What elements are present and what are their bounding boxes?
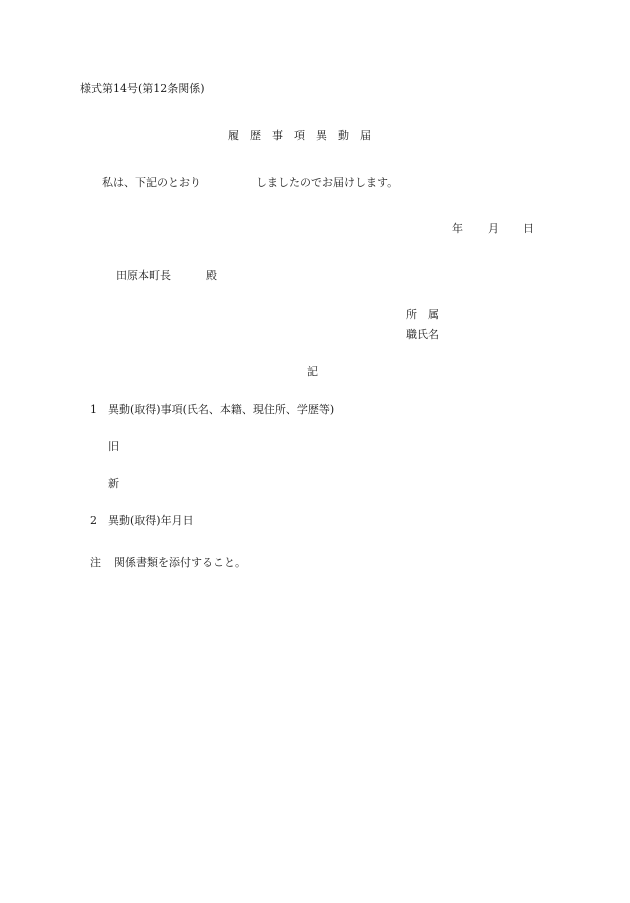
- affiliation-label: 所 属: [406, 308, 439, 321]
- declaration-text-before-blank: 私は、下記のとおり: [102, 176, 201, 189]
- note-text: 関係書類を添付すること。: [114, 556, 246, 569]
- declaration-text-after-blank: しましたのでお届けします。: [256, 176, 399, 189]
- old-label: 旧: [108, 440, 119, 453]
- ki-heading: 記: [307, 365, 318, 378]
- form-number: 様式第14号(第12条関係): [80, 82, 205, 95]
- date-year-label: 年: [452, 222, 463, 235]
- document-title: 履 歴 事 項 異 動 届: [228, 129, 371, 142]
- date-month-label: 月: [488, 222, 499, 235]
- note-label: 注: [90, 556, 101, 569]
- item-number: 2: [90, 514, 97, 527]
- addressee-name: 田原本町長: [116, 269, 171, 282]
- new-label: 新: [108, 477, 119, 490]
- date-day-label: 日: [523, 222, 534, 235]
- item-text: 異動(取得)事項(氏名、本籍、現住所、学歴等): [108, 403, 335, 416]
- position-name-label: 職氏名: [406, 328, 439, 341]
- item-number: 1: [90, 403, 97, 416]
- item-text: 異動(取得)年月日: [108, 514, 194, 527]
- addressee-honorific: 殿: [206, 269, 217, 282]
